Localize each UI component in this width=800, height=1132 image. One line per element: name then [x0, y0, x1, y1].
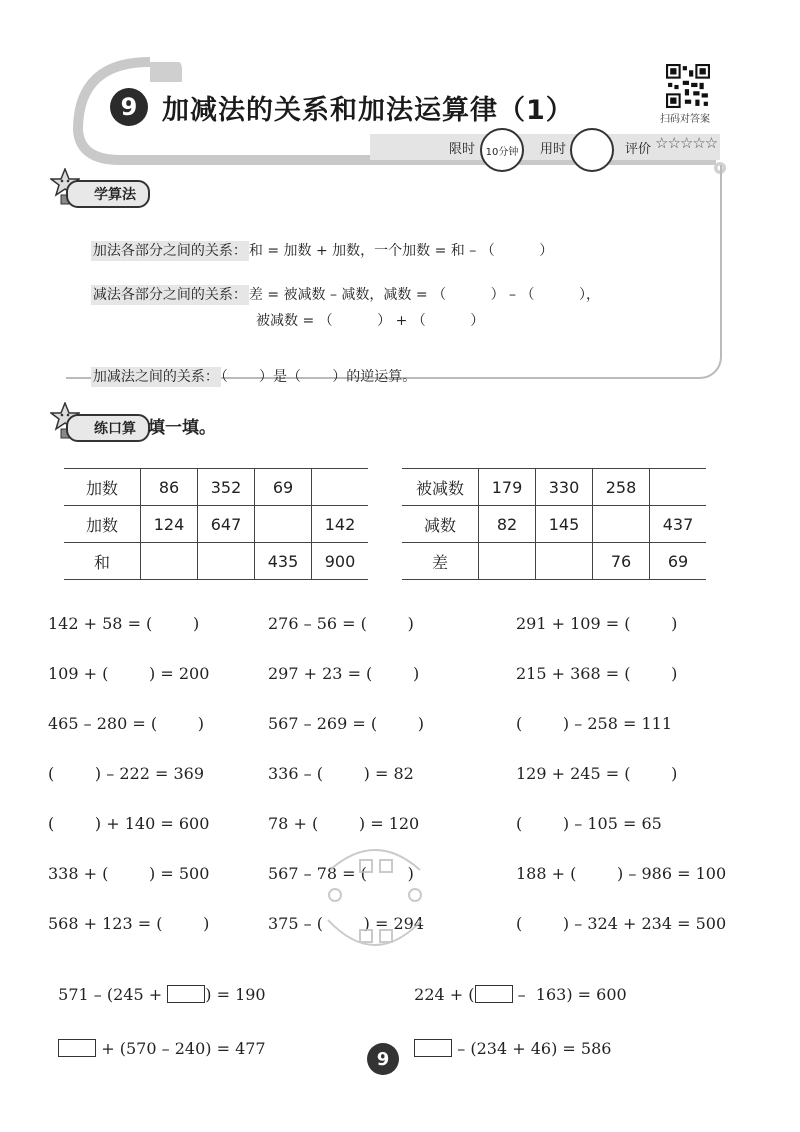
rating-stars-icon[interactable]: ☆☆☆☆☆: [655, 134, 718, 152]
row-label: 减数: [402, 506, 479, 543]
section-badge-practice: 练口算: [66, 414, 150, 442]
box-equation: [404, 966, 627, 1004]
row-label: 和: [64, 543, 141, 580]
row-label: 被减数: [402, 469, 479, 506]
rule-addition: [82, 224, 553, 260]
page-title: 加减法的关系和加法运算律（1）: [162, 95, 574, 126]
table-cell[interactable]: 258: [593, 469, 650, 506]
equation[interactable]: 215 + 368 = ( ): [516, 664, 678, 683]
answer-box[interactable]: [414, 1039, 452, 1057]
equation[interactable]: ( ) + 140 = 600: [48, 814, 210, 833]
equation[interactable]: 78 + ( ) = 120: [268, 814, 420, 833]
rule-addition-text: 和 = 加数 + 加数，一个加数 = 和 – （ ）: [248, 243, 554, 259]
equation[interactable]: 567 – 269 = ( ): [268, 714, 424, 733]
time-limit-label: 限时: [449, 142, 476, 157]
table-cell[interactable]: 69: [650, 543, 707, 580]
box-equation: [48, 1020, 266, 1058]
subtraction-table: [402, 468, 706, 580]
equation[interactable]: 375 – ( ) = 294: [268, 914, 424, 933]
table-cell[interactable]: 437: [650, 506, 707, 543]
table-cell[interactable]: 82: [479, 506, 536, 543]
qr-code-icon[interactable]: [666, 64, 710, 108]
rule-inverse-text: （ ）是（ ）的逆运算。: [220, 369, 417, 385]
equation-part: 571 – (245 +: [58, 985, 168, 1004]
equation-part: ) = 190: [205, 985, 266, 1004]
equation[interactable]: 188 + ( ) – 986 = 100: [516, 864, 727, 883]
equation[interactable]: 109 + ( ) = 200: [48, 664, 210, 683]
table-cell[interactable]: 145: [536, 506, 593, 543]
equation[interactable]: 567 – 78 = ( ): [268, 864, 414, 883]
table-row: [64, 469, 368, 506]
rule-addition-label: 加法各部分之间的关系：: [92, 243, 247, 259]
table-cell[interactable]: [198, 543, 255, 580]
equation[interactable]: 336 – ( ) = 82: [268, 764, 414, 783]
table-cell[interactable]: [593, 506, 650, 543]
equation[interactable]: 142 + 58 = ( ): [48, 614, 200, 633]
table-cell[interactable]: 86: [141, 469, 198, 506]
equation[interactable]: 297 + 23 = ( ): [268, 664, 420, 683]
table-row: [402, 506, 706, 543]
answer-box[interactable]: [475, 985, 513, 1003]
equation[interactable]: ( ) – 324 + 234 = 500: [516, 914, 727, 933]
equation[interactable]: 291 + 109 = ( ): [516, 614, 678, 633]
rule-inverse-label: 加减法之间的关系：: [92, 369, 219, 385]
rule-subtraction: [82, 268, 600, 304]
equation[interactable]: 338 + ( ) = 500: [48, 864, 210, 883]
time-limit-value: 10分钟: [485, 146, 519, 158]
equation-part: 224 + (: [414, 985, 475, 1004]
table-cell[interactable]: 900: [312, 543, 369, 580]
table-cell[interactable]: 179: [479, 469, 536, 506]
row-label: 加数: [64, 506, 141, 543]
equation[interactable]: ( ) – 105 = 65: [516, 814, 662, 833]
watermark-seal-icon: [300, 830, 450, 970]
table-cell[interactable]: 142: [312, 506, 369, 543]
table-cell[interactable]: [479, 543, 536, 580]
box-equation: [48, 966, 266, 1004]
lesson-number-badge: 9: [110, 88, 148, 126]
table-cell[interactable]: 352: [198, 469, 255, 506]
equation[interactable]: ( ) – 222 = 369: [48, 764, 204, 783]
equation-part: – (234 + 46) = 586: [452, 1039, 612, 1058]
box-equation: [404, 1020, 611, 1058]
equation[interactable]: 568 + 123 = ( ): [48, 914, 210, 933]
page-number: 9: [367, 1043, 399, 1075]
equation[interactable]: 276 – 56 = ( ): [268, 614, 414, 633]
rule-minuend: 被减数 = （ ） + （ ）: [256, 313, 485, 329]
qr-caption: 扫码对答案: [660, 114, 710, 125]
equation[interactable]: 129 + 245 = ( ): [516, 764, 678, 783]
answer-box[interactable]: [58, 1039, 96, 1057]
table-cell[interactable]: [312, 469, 369, 506]
table-cell[interactable]: [141, 543, 198, 580]
rule-inverse: [82, 350, 416, 386]
rule-subtraction-label: 减法各部分之间的关系：: [92, 287, 247, 303]
rule-subtraction-text: 差 = 被减数 – 减数，减数 = （ ） – （ ），: [248, 287, 600, 303]
practice-instruction: 填一填。: [148, 418, 216, 438]
answer-box[interactable]: [167, 985, 205, 1003]
rating-label: 评价: [625, 142, 652, 157]
equation[interactable]: 465 – 280 = ( ): [48, 714, 204, 733]
table-row: [402, 543, 706, 580]
table-cell[interactable]: 76: [593, 543, 650, 580]
time-used-label: 用时: [540, 142, 567, 157]
row-label: 加数: [64, 469, 141, 506]
equation[interactable]: ( ) – 258 = 111: [516, 714, 672, 733]
table-cell[interactable]: 330: [536, 469, 593, 506]
table-row: [64, 506, 368, 543]
table-row: [402, 469, 706, 506]
table-cell[interactable]: 124: [141, 506, 198, 543]
equation-part: + (570 – 240) = 477: [96, 1039, 266, 1058]
table-cell[interactable]: 435: [255, 543, 312, 580]
table-row: [64, 543, 368, 580]
table-cell[interactable]: [650, 469, 707, 506]
section-badge-method: 学算法: [66, 180, 150, 208]
table-cell[interactable]: [536, 543, 593, 580]
equation-part: – 163) = 600: [512, 985, 627, 1004]
table-cell[interactable]: [255, 506, 312, 543]
table-cell[interactable]: 647: [198, 506, 255, 543]
row-label: 差: [402, 543, 479, 580]
table-cell[interactable]: 69: [255, 469, 312, 506]
addition-table: [64, 468, 368, 580]
